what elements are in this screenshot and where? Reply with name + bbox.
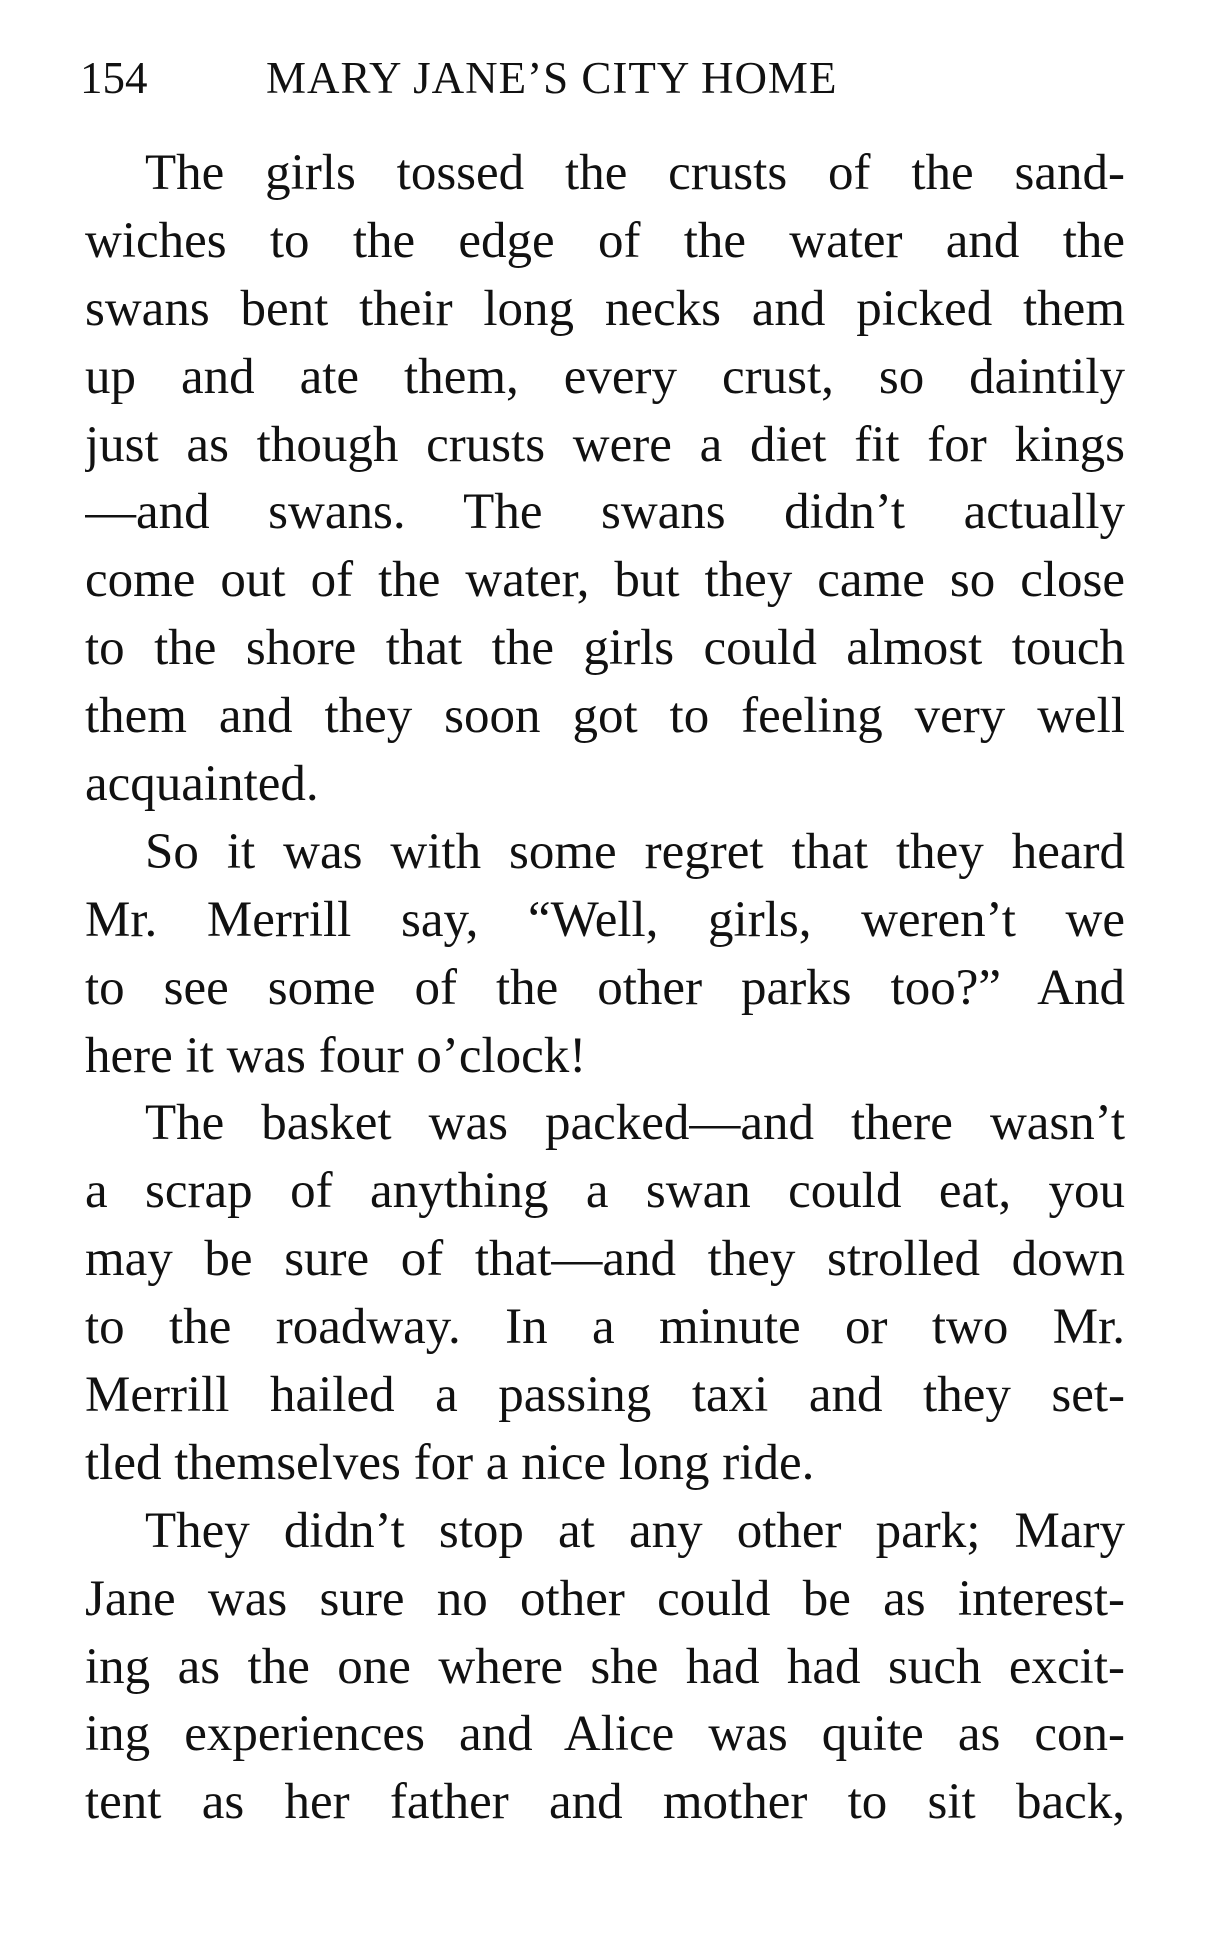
- paragraph: [85, 140, 1125, 819]
- text-line: Merrill hailed a passing taxi and they set-: [85, 1367, 1125, 1424]
- paragraph: [85, 1090, 1125, 1497]
- text-line: —and swans. The swans didn’t actually: [85, 484, 1125, 541]
- text-line: come out of the water, but they came so close: [85, 552, 1125, 609]
- text-line: swans bent their long necks and picked them: [85, 280, 1125, 337]
- text-line: here it was four o’clock!: [85, 1027, 587, 1084]
- text-line: to see some of the other parks too?” And: [85, 959, 1125, 1016]
- text-line: Mr. Merrill say, “Well, girls, weren’t we: [85, 891, 1125, 948]
- text-line: So it was with some regret that they heard: [145, 823, 1125, 880]
- text-line: may be sure of that—and they strolled down: [85, 1231, 1125, 1288]
- text-line: up and ate them, every crust, so daintily: [85, 348, 1125, 405]
- text-line: tent as her father and mother to sit back,: [85, 1774, 1125, 1831]
- text-line: them and they soon got to feeling very well: [85, 688, 1125, 745]
- text-line: wiches to the edge of the water and the: [85, 212, 1125, 269]
- text-line: acquainted.: [85, 756, 319, 813]
- body-text: [85, 140, 1125, 1837]
- running-head: [80, 48, 1140, 108]
- text-line: The girls tossed the crusts of the sand-: [145, 145, 1125, 201]
- text-line: to the roadway. In a minute or two Mr.: [85, 1299, 1125, 1356]
- text-line: ing as the one where she had had such excit-: [85, 1638, 1125, 1695]
- page-number: 154: [80, 53, 148, 103]
- text-line: They didn’t stop at any other park; Mary: [145, 1502, 1125, 1559]
- running-title: MARY JANE’S CITY HOME: [266, 53, 838, 103]
- text-line: The basket was packed—and there wasn’t: [145, 1095, 1125, 1152]
- text-line: ing experiences and Alice was quite as con-: [85, 1706, 1125, 1763]
- paragraph: [85, 1498, 1125, 1837]
- paragraph: [85, 819, 1125, 1091]
- text-line: tled themselves for a nice long ride.: [85, 1434, 815, 1491]
- text-line: to the shore that the girls could almost touch: [85, 620, 1125, 677]
- text-line: just as though crusts were a diet fit for kings: [85, 416, 1125, 473]
- text-line: a scrap of anything a swan could eat, you: [85, 1163, 1125, 1220]
- text-line: Jane was sure no other could be as interest-: [85, 1570, 1125, 1627]
